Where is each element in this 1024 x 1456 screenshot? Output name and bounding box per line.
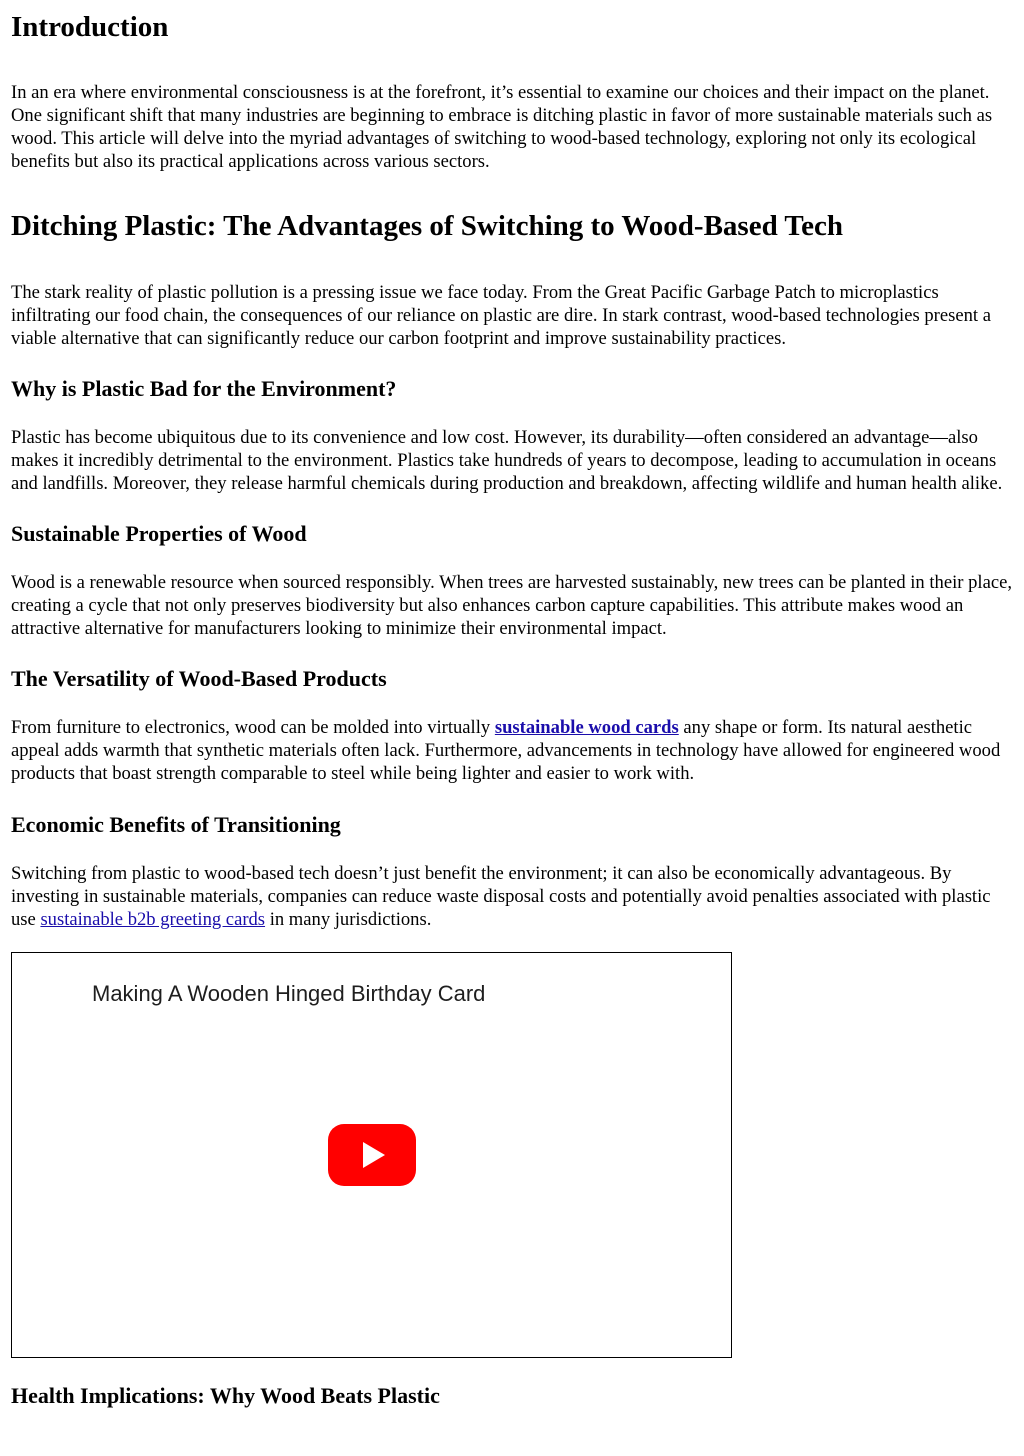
sustainable-properties-heading: Sustainable Properties of Wood xyxy=(11,521,307,546)
article xyxy=(0,10,1024,1409)
economic-text-after: in many jurisdictions. xyxy=(265,909,432,930)
video-title[interactable]: Making A Wooden Hinged Birthday Card xyxy=(92,981,486,1006)
sustainable-wood-cards-link[interactable]: sustainable wood cards xyxy=(494,717,679,738)
video-embed[interactable] xyxy=(11,952,732,1358)
versatility-paragraph xyxy=(11,716,1014,785)
economic-text-before: Switching from plastic to wood-based tech doesn’t just benefit the environment; it can also be economically advantageous. By investing in sustainable materials, companies can reduce waste disposal costs and potentially avoid penalties associated with plastic use xyxy=(11,863,991,930)
why-plastic-bad-heading: Why is Plastic Bad for the Environment? xyxy=(11,376,397,401)
main-paragraph: The stark reality of plastic pollution is a pressing issue we face today. From the Great Pacific Garbage Patch to microplastics infiltrating our food chain, the consequences of our reliance on plastic are dire. In stark contrast, wood-based technologies present a viable alternative that can significantly reduce our carbon footprint and improve sustainability practices. xyxy=(11,282,991,349)
economic-paragraph xyxy=(11,862,1014,931)
intro-heading: Introduction xyxy=(11,11,169,43)
play-icon xyxy=(363,1142,385,1168)
economic-heading: Economic Benefits of Transitioning xyxy=(11,812,341,837)
versatility-text-after: any shape or form. Its natural aesthetic appeal adds warmth that synthetic materials often lack. Furthermore, advancements in technology have allowed for engineered wood products that boast strength comparable to steel while being lighter and easier to work with. xyxy=(11,717,1001,784)
sustainable-b2b-greeting-cards-link[interactable]: sustainable b2b greeting cards xyxy=(40,909,266,930)
why-plastic-bad-paragraph: Plastic has become ubiquitous due to its convenience and low cost. However, its durability—often considered an advantage—also makes it incredibly detrimental to the environment. Plastics take hundreds of years to decompose, leading to accumulation in oceans and landfills. Moreover, they release harmful chemicals during production and breakdown, affecting wildlife and human health alike. xyxy=(11,427,1003,494)
intro-paragraph: In an era where environmental consciousness is at the forefront, it’s essential to examine our choices and their impact on the planet. One significant shift that many industries are beginning to embrace is ditching plastic in favor of more sustainable materials such as wood. This article will delve into the myriad advantages of switching to wood-based technology, exploring not only its ecological benefits but also its practical applications across various sectors. xyxy=(11,82,993,172)
versatility-heading: The Versatility of Wood-Based Products xyxy=(11,666,387,691)
play-button[interactable] xyxy=(328,1124,416,1186)
health-heading: Health Implications: Why Wood Beats Plastic xyxy=(11,1383,440,1408)
sustainable-properties-paragraph: Wood is a renewable resource when sourced responsibly. When trees are harvested sustainably, new trees can be planted in their place, creating a cycle that not only preserves biodiversity but also enhances carbon capture capabilities. This attribute makes wood an attractive alternative for manufacturers looking to minimize their environmental impact. xyxy=(11,572,1012,639)
main-heading: Ditching Plastic: The Advantages of Switching to Wood-Based Tech xyxy=(11,210,843,242)
versatility-text-before: From furniture to electronics, wood can be molded into virtually xyxy=(11,717,495,738)
